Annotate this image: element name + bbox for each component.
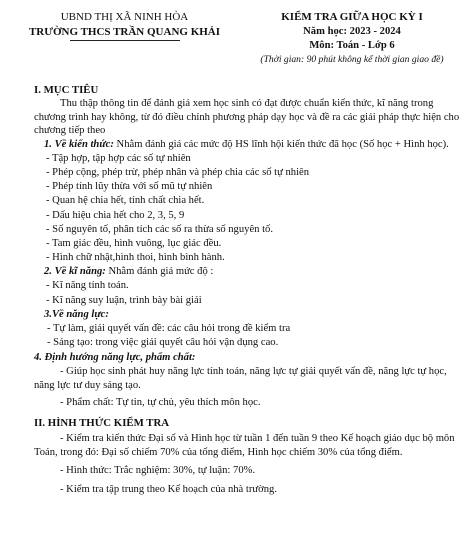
exam-duration: (Thời gian: 90 phút không kể thời gian giao đề) [260,54,444,65]
school-name: TRƯỜNG THCS TRẦN QUANG KHẢI [28,26,221,38]
knowledge-label: 1. Về kiến thức: [44,138,114,150]
format-schedule: - Kiểm tra tập trung theo Kế hoạch của nhà trường. [60,483,277,495]
competence-heading [34,308,460,322]
section-objectives-title: I. MỤC TIÊU [34,84,99,96]
list-item: - Tập hợp, tập hợp các số tự nhiên [46,152,191,164]
skills-label: 2. Về kĩ năng: [44,266,106,278]
list-item: - Kĩ năng suy luận, trình bày bài giải [46,294,202,306]
orientation-heading [34,351,460,365]
list-item: - Hình chữ nhật,hình thoi, hình bình hành. [46,252,225,264]
header-underline [70,40,180,41]
header-left [22,10,227,41]
section-format-title: II. HÌNH THỨC KIỂM TRA [34,417,170,430]
subject-grade: Môn: Toán - Lớp 6 [309,40,395,51]
competence-label: 3.Về năng lực: [44,308,109,320]
document-body [34,83,460,497]
orientation-label: 4. Định hướng năng lực, phẩm chất: [34,352,196,363]
format-type: - Hình thức: Trắc nghiệm: 30%, tự luận: 70%. [60,464,256,476]
quality-label: - Phẩm chất: [60,396,114,408]
knowledge-heading [34,138,460,152]
quality-text: Tự tin, tự chủ, yêu thích môn học. [113,396,261,408]
list-item: - Phép tính lũy thừa với số mũ tự nhiên [46,181,213,193]
format-scope: - Kiểm tra kiến thức Đại số và Hình học từ tuần 1 đến tuần 9 theo Kế hoạch giáo dục bộ môn Toán, trong đó: Đại số chiếm 70% của tổng điểm, Hình học chiếm 30% của tổng điểm. [34,433,455,459]
district-name: UBND THỊ XÃ NINH HÒA [60,11,189,23]
list-item: - Phép cộng, phép trừ, phép nhân và phép chia các số tự nhiên [46,166,310,178]
quality-line [34,396,460,410]
list-item: - Quan hệ chia hết, tính chất chia hết. [46,195,205,207]
skills-text: Nhằm đánh giá mức độ : [105,266,214,278]
list-item: - Tự làm, giải quyết vấn đề: các câu hỏi trong đề kiểm tra [47,322,291,334]
objectives-intro: Thu thập thông tin để đánh giá xem học sinh có đạt được chuẩn kiến thức, kĩ năng trong chương trình hay không, từ đó điều chỉnh phương pháp dạy học và đề ra các giải pháp thực hiện cho chương tiếp theo [34,98,460,137]
header-right [238,10,466,66]
list-item: - Dấu hiệu chia hết cho 2, 3, 5, 9 [46,209,185,221]
list-item: - Sáng tạo: trong việc giải quyết câu hỏi vận dụng cao. [47,337,279,349]
list-item: - Tam giác đều, hình vuông, lục giác đều. [46,238,222,249]
list-item: - Số nguyên tố, phân tích các số ra thừa số nguyên tố. [46,223,273,235]
orientation-text: - Giúp học sinh phát huy năng lực tính toán, năng lực tự giải quyết vấn đề, năng lực tự học, năng lực tư duy sáng tạo. [34,366,447,391]
school-year: Năm học: 2023 - 2024 [303,26,401,37]
exam-title: KIỂM TRA GIỮA HỌC KỲ I [281,11,423,23]
skills-heading [34,265,460,279]
list-item: - Kĩ năng tính toán. [46,280,129,292]
knowledge-text: Nhằm đánh giá các mức độ HS lĩnh hội kiến thức đã học (Số học + Hình học). [113,138,449,150]
